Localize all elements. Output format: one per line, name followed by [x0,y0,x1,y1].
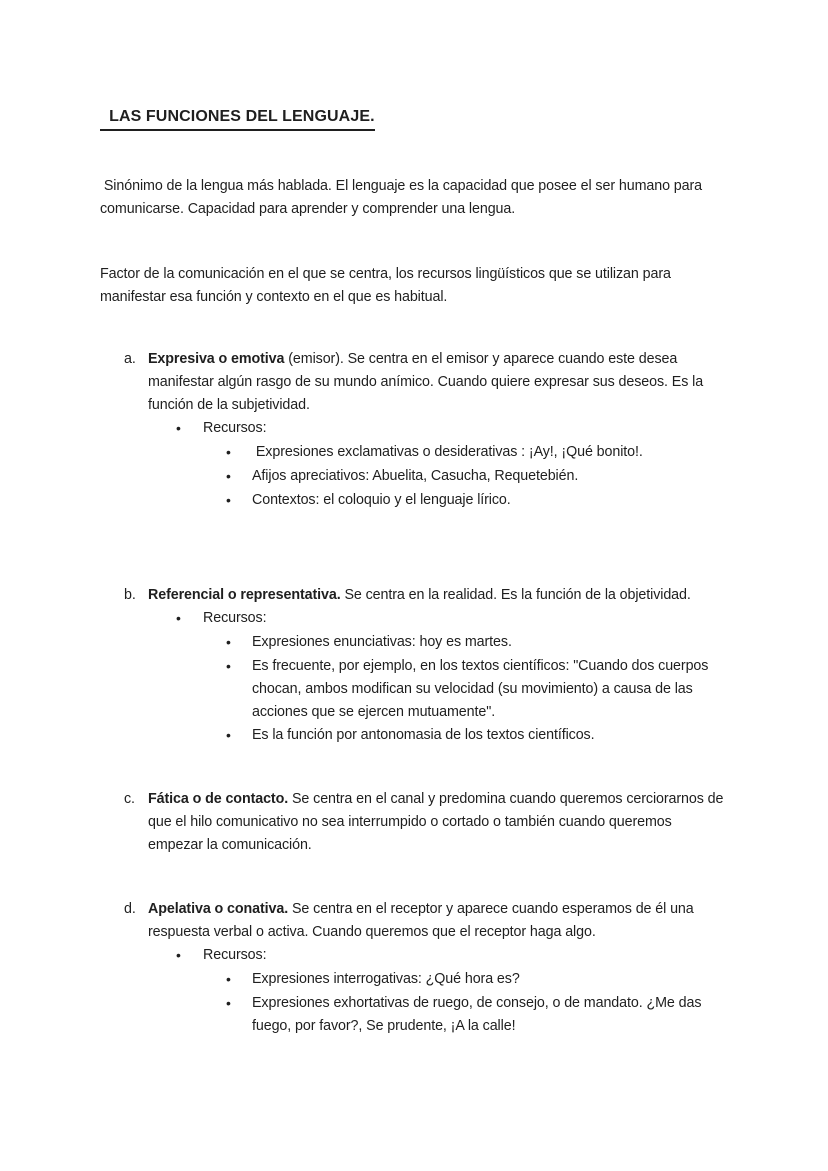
item-a-recurso-2 [100,465,768,489]
bullet-icon [176,607,203,631]
item-b-recurso-2-text: Es frecuente, por ejemplo, en los textos científicos: "Cuando dos cuerpos chocan, ambos modifican su velocidad (su movimiento) a causa de las acciones que se ejercen mutuamente". [252,658,713,720]
bullet-icon [226,968,252,992]
bullet-icon [226,489,252,513]
item-b-recurso-1-text: Expresiones enunciativas: hoy es martes. [252,634,512,650]
item-b-recurso-1 [100,631,768,655]
item-d-marker: d. [124,901,136,917]
item-d-recurso-1 [100,968,768,992]
item-b-recurso-2 [100,655,768,724]
item-b-recurso-3 [100,724,768,748]
item-a-term: Expresiva o emotiva [148,351,285,367]
list-item-expresiva [100,348,768,513]
item-d-recursos-label: Recursos: [203,947,267,963]
item-a-heading [100,348,768,417]
item-c-heading [100,788,768,857]
item-b-heading [100,584,768,607]
list-item-fatica [100,788,768,857]
item-a-recurso-2-text: Afijos apreciativos: Abuelita, Casucha, Requetebién. [252,468,579,484]
item-a-text [148,348,728,417]
item-d-heading [100,898,768,944]
item-b-recurso-3-text: Es la función por antonomasia de los textos científicos. [252,727,595,743]
item-b-marker: b. [124,587,136,603]
bullet-icon [176,944,203,968]
item-d-text [148,898,728,944]
bullet-icon [176,417,203,441]
item-a-marker: a. [124,351,136,367]
item-d-recursos-row [100,944,768,968]
item-c-text [148,788,728,857]
intro-paragraph-1: Sinónimo de la lengua más hablada. El lenguaje es la capacidad que posee el ser humano para comunicarse. Capacidad para aprender y comprender una lengua. [100,178,706,217]
item-a-recurso-3-text: Contextos: el coloquio y el lenguaje lírico. [252,492,511,508]
list-item-referencial [100,584,768,748]
item-d-description: Se centra en el receptor y aparece cuando esperamos de él una respuesta verbal o activa. Cuando queremos que el receptor haga algo. [148,901,698,940]
list-item-apelativa [100,898,768,1038]
item-a-recurso-3 [100,489,768,513]
bullet-icon [226,441,252,465]
item-b-recursos-row [100,607,768,631]
item-b-text [148,584,691,607]
item-a-recursos-row [100,417,768,441]
item-c-term: Fática o de contacto. [148,791,289,807]
page-title-text: LAS FUNCIONES DEL LENGUAJE. [100,105,375,131]
item-d-term: Apelativa o conativa. [148,901,289,917]
item-d-recurso-2 [100,992,768,1038]
bullet-icon [226,631,252,655]
bullet-icon [226,992,252,1038]
page-title [100,105,768,131]
item-d-recurso-2-text: Expresiones exhortativas de ruego, de consejo, o de mandato. ¿Me das fuego, por favor?, Se prudente, ¡A la calle! [252,995,706,1034]
item-b-description: Se centra en la realidad. Es la función de la objetividad. [340,587,691,603]
item-a-recurso-1-text: Expresiones exclamativas o desiderativas : ¡Ay!, ¡Qué bonito!. [252,444,643,460]
intro-paragraph-2: Factor de la comunicación en el que se centra, los recursos lingüísticos que se utilizan para manifestar esa función y contexto en el que es habitual. [100,266,675,305]
item-b-recursos-label: Recursos: [203,610,267,626]
item-b-term: Referencial o representativa. [148,587,341,603]
bullet-icon [226,465,252,489]
bullet-icon [226,655,252,724]
item-a-recursos-label: Recursos: [203,420,267,436]
item-c-description: Se centra en el canal y predomina cuando queremos cerciorarnos de que el hilo comunicativo no sea interrumpido o cortado o también cuando queremos empezar la comunicación. [148,791,728,853]
item-d-recurso-1-text: Expresiones interrogativas: ¿Qué hora es? [252,971,520,987]
item-a-description: (emisor). Se centra en el emisor y aparece cuando este desea manifestar algún rasgo de su mundo anímico. Cuando quiere expresar sus deseos. Es la función de la subjetividad. [148,351,707,413]
bullet-icon [226,724,252,748]
item-c-marker: c. [124,791,135,807]
item-a-recurso-1 [100,441,768,465]
